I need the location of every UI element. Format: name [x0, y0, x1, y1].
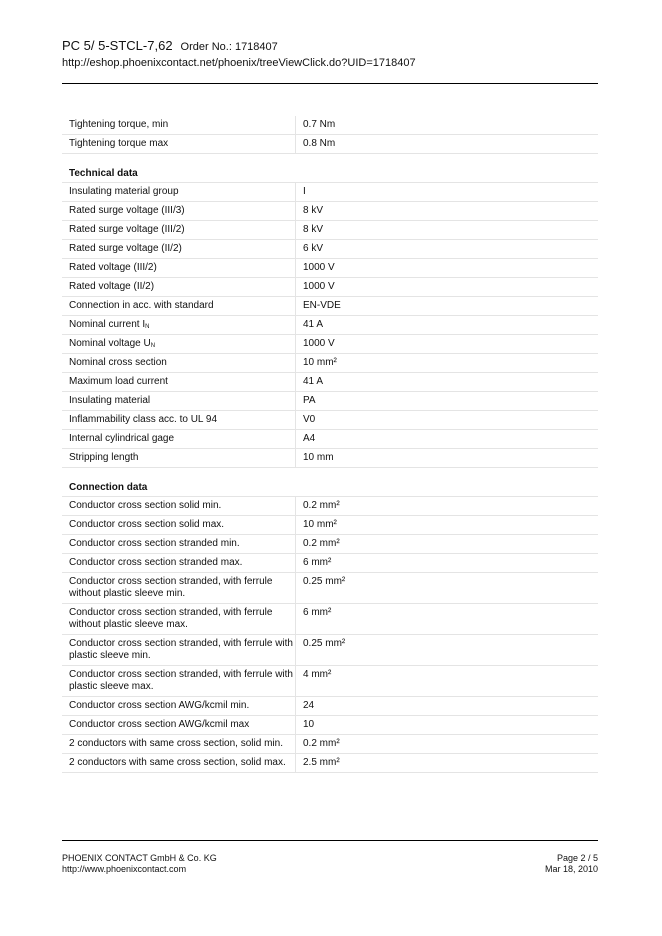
- row-label-text: Conductor cross section stranded, with ferrule without plastic sleeve max.: [69, 607, 273, 630]
- row-value: 0.7 Nm: [303, 119, 336, 130]
- table-row: [62, 183, 598, 202]
- footer-right: [545, 853, 598, 875]
- table-row: [62, 535, 598, 554]
- order-number: Order No.: 1718407: [180, 41, 278, 53]
- table-row: [62, 202, 598, 221]
- row-value: 10 mm²: [303, 519, 337, 530]
- row-label: [62, 497, 296, 515]
- company-name: PHOENIX CONTACT GmbH & Co. KG: [62, 853, 217, 863]
- table-row: [62, 373, 598, 392]
- page-header: [62, 38, 416, 70]
- table-row: [62, 316, 598, 335]
- row-value: V0: [303, 414, 316, 425]
- row-label-text: Conductor cross section stranded, with ferrule with plastic sleeve max.: [69, 669, 293, 692]
- row-label-text: Inflammability class acc. to UL 94: [69, 414, 218, 425]
- row-label: [62, 278, 296, 296]
- row-label-text: Conductor cross section stranded min.: [69, 538, 240, 549]
- row-label-text: Nominal current I: [69, 319, 146, 330]
- row-label: [62, 535, 296, 553]
- table-row: [62, 221, 598, 240]
- row-label-text: Rated voltage (II/2): [69, 281, 155, 292]
- row-label-text: Internal cylindrical gage: [69, 433, 175, 444]
- page-number: Page 2 / 5: [556, 853, 598, 863]
- row-label: [62, 392, 296, 410]
- table-row: [62, 392, 598, 411]
- row-value: 6 kV: [303, 243, 324, 254]
- row-value: 4 mm²: [303, 669, 332, 680]
- table-row: [62, 430, 598, 449]
- table-row: [62, 116, 598, 135]
- title-line: [62, 38, 416, 55]
- row-value: 10 mm: [303, 452, 334, 463]
- table-row: [62, 497, 598, 516]
- row-label-subscript: N: [150, 343, 156, 349]
- spec-table: [62, 116, 598, 773]
- row-label-text: Conductor cross section solid max.: [69, 519, 225, 530]
- row-label-text: Conductor cross section AWG/kcmil max: [69, 719, 250, 730]
- row-label: [62, 411, 296, 429]
- row-label-text: Conductor cross section stranded, with ferrule without plastic sleeve min.: [69, 576, 273, 599]
- row-label-text: Nominal voltage U: [69, 338, 151, 349]
- row-value: 6 mm²: [303, 607, 332, 618]
- row-label: [62, 697, 296, 715]
- row-label-text: Conductor cross section stranded, with ferrule with plastic sleeve min.: [69, 638, 293, 661]
- table-row: [62, 135, 598, 154]
- row-label-text: Conductor cross section solid min.: [69, 500, 222, 511]
- table-row: [62, 297, 598, 316]
- table-row: [62, 635, 598, 666]
- table-row: [62, 697, 598, 716]
- section-gap: [62, 154, 598, 164]
- row-label: [62, 354, 296, 372]
- row-label-text: 2 conductors with same cross section, solid max.: [69, 757, 286, 768]
- row-label: [62, 259, 296, 277]
- row-value: 0.25 mm²: [303, 638, 346, 649]
- row-value: I: [303, 186, 306, 197]
- row-label-text: Insulating material: [69, 395, 151, 406]
- row-value: 0.2 mm²: [303, 538, 340, 549]
- row-value: 8 kV: [303, 224, 324, 235]
- row-value: 10: [303, 719, 315, 730]
- table-row: [62, 335, 598, 354]
- row-value: EN-VDE: [303, 300, 341, 311]
- product-url[interactable]: http://eshop.phoenixcontact.net/phoenix/treeViewClick.do?UID=1718407: [62, 57, 416, 69]
- row-value: PA: [303, 395, 316, 406]
- row-label-text: Maximum load current: [69, 376, 168, 387]
- header-divider: [62, 83, 598, 84]
- row-label-text: Conductor cross section stranded max.: [69, 557, 243, 568]
- row-label: [62, 240, 296, 258]
- table-row: [62, 259, 598, 278]
- row-label: [62, 754, 296, 772]
- row-label-text: Rated surge voltage (III/2): [69, 224, 185, 235]
- row-label-text: Connection in acc. with standard: [69, 300, 214, 311]
- row-value: 0.25 mm²: [303, 576, 346, 587]
- section-heading: Technical data: [62, 164, 598, 183]
- row-label: [62, 635, 296, 665]
- row-label: [62, 183, 296, 201]
- row-value: 1000 V: [303, 262, 335, 273]
- row-label: [62, 202, 296, 220]
- row-value: 1000 V: [303, 281, 335, 292]
- table-row: [62, 666, 598, 697]
- row-value: 0.2 mm²: [303, 738, 340, 749]
- row-label-text: Rated surge voltage (II/2): [69, 243, 182, 254]
- table-row: [62, 735, 598, 754]
- row-label: [62, 430, 296, 448]
- row-label-text: 2 conductors with same cross section, solid min.: [69, 738, 283, 749]
- table-row: [62, 411, 598, 430]
- row-label-text: Rated voltage (III/2): [69, 262, 157, 273]
- row-value: 0.2 mm²: [303, 500, 340, 511]
- row-label: [62, 316, 296, 334]
- company-website[interactable]: http://www.phoenixcontact.com: [62, 864, 187, 874]
- row-label: [62, 666, 296, 696]
- footer-divider: [62, 840, 598, 841]
- table-row: [62, 278, 598, 297]
- row-value: 1000 V: [303, 338, 335, 349]
- table-row: [62, 754, 598, 773]
- row-label: [62, 573, 296, 603]
- row-value: 41 A: [303, 319, 324, 330]
- print-date: Mar 18, 2010: [544, 864, 598, 874]
- row-value: 8 kV: [303, 205, 324, 216]
- table-row: [62, 716, 598, 735]
- table-row: [62, 554, 598, 573]
- row-label-subscript: N: [145, 324, 150, 330]
- table-row: [62, 604, 598, 635]
- table-row: [62, 240, 598, 259]
- table-row: [62, 516, 598, 535]
- table-row: [62, 449, 598, 468]
- row-label: [62, 135, 296, 153]
- section-heading: Connection data: [62, 478, 598, 497]
- section-gap: [62, 468, 598, 478]
- row-label-text: Tightening torque, min: [69, 119, 169, 130]
- row-label: [62, 449, 296, 467]
- row-value: 6 mm²: [303, 557, 332, 568]
- row-label: [62, 554, 296, 572]
- row-label-text: Tightening torque max: [69, 138, 169, 149]
- row-label: [62, 221, 296, 239]
- row-label-text: Nominal cross section: [69, 357, 167, 368]
- row-label: [62, 604, 296, 634]
- row-value: 10 mm²: [303, 357, 337, 368]
- row-label-text: Stripping length: [69, 452, 139, 463]
- row-label: [62, 735, 296, 753]
- row-label: [62, 335, 296, 353]
- row-value: A4: [303, 433, 316, 444]
- row-label: [62, 116, 296, 134]
- row-label: [62, 297, 296, 315]
- row-value: 0.8 Nm: [303, 138, 336, 149]
- footer-left: [62, 853, 217, 875]
- row-label-text: Conductor cross section AWG/kcmil min.: [69, 700, 250, 711]
- row-value: 24: [303, 700, 315, 711]
- row-label: [62, 516, 296, 534]
- row-label: [62, 373, 296, 391]
- row-value: 2.5 mm²: [303, 757, 340, 768]
- row-value: 41 A: [303, 376, 324, 387]
- row-label-text: Insulating material group: [69, 186, 179, 197]
- row-label: [62, 716, 296, 734]
- table-row: [62, 573, 598, 604]
- row-label-text: Rated surge voltage (III/3): [69, 205, 185, 216]
- table-row: [62, 354, 598, 373]
- product-name: PC 5/ 5-STCL-7,62: [62, 38, 173, 53]
